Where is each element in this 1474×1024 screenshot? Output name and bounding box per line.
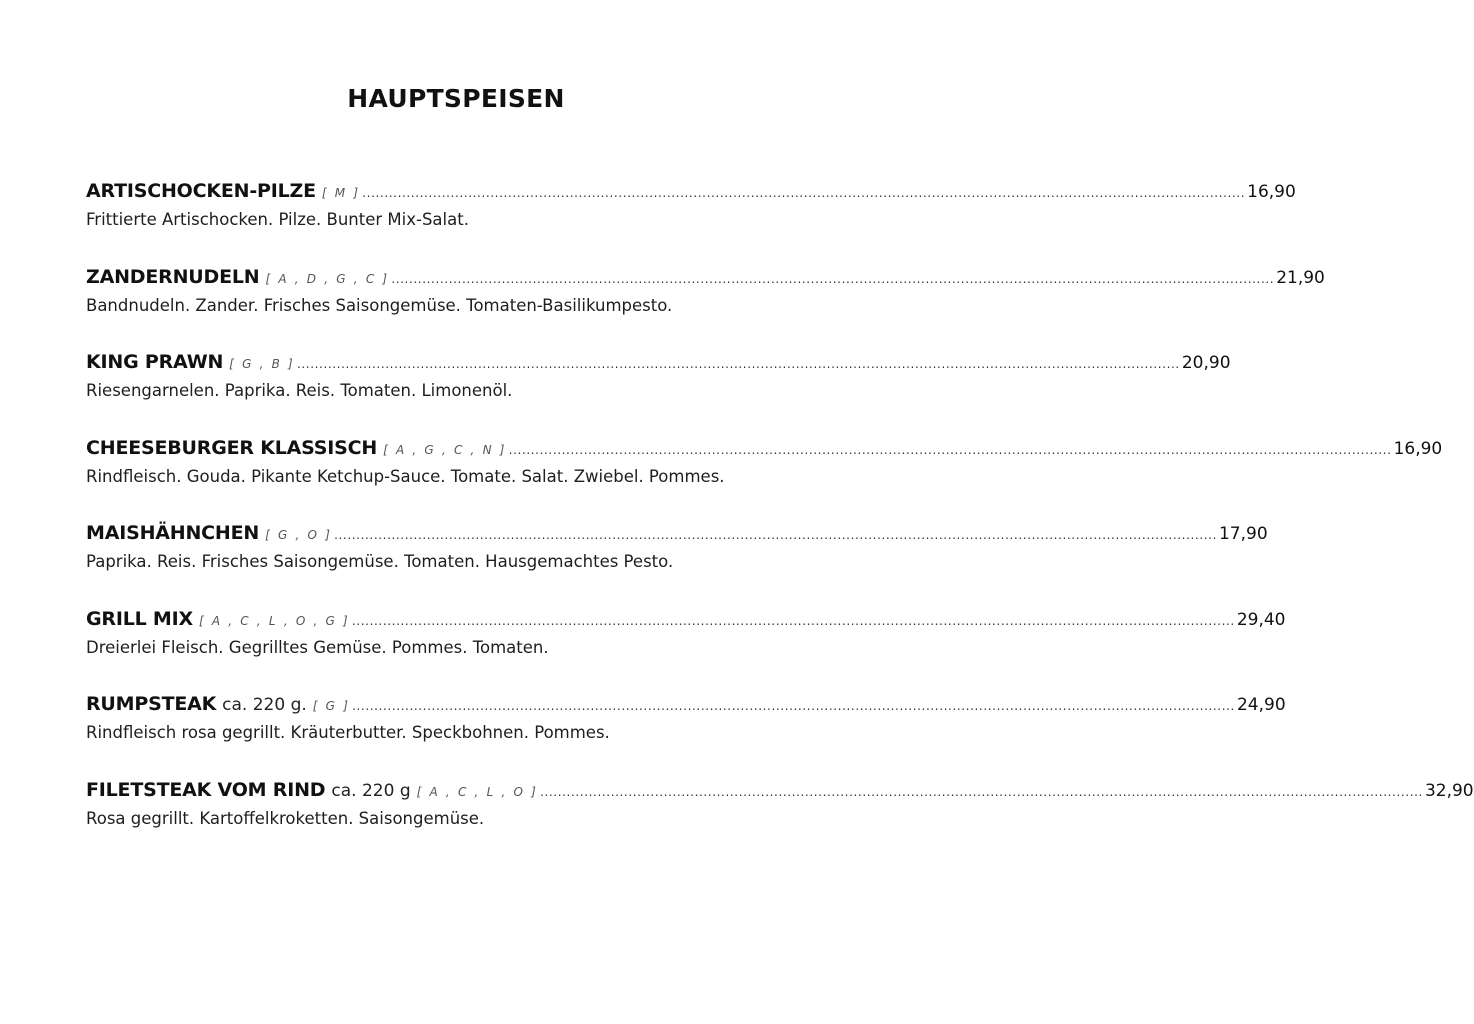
menu-item-grill-mix: [86, 607, 1286, 694]
item-description: Dreierlei Fleisch. Gegrilltes Gemüse. Pommes. Tomaten.: [86, 637, 549, 657]
item-price: 16,90: [1247, 182, 1296, 202]
menu-item-artischocken-pilze: [86, 180, 1296, 266]
item-line: [86, 351, 1231, 381]
dot-leader: ........................................................................................................................................................................................................: [508, 442, 1392, 457]
item-allergens: [ M ]: [321, 186, 361, 200]
item-weight: ca. 220 g.: [222, 695, 307, 715]
dot-leader: ........................................................................................................................................................................................................: [334, 528, 1217, 542]
dot-leader: ........................................................................................................................................................................................................: [391, 271, 1275, 286]
item-price: 24,90: [1236, 695, 1286, 715]
item-name: FILETSTEAK VOM RIND: [86, 778, 326, 801]
item-weight: ca. 220 g: [331, 780, 411, 801]
item-name: GRILL MIX: [86, 607, 193, 630]
item-line: [86, 180, 1296, 210]
item-name: ARTISCHOCKEN-PILZE: [86, 180, 316, 202]
menu-item-rumpsteak: [86, 693, 1286, 779]
item-description: Rindfleisch. Gouda. Pikante Ketchup-Sauce. Tomate. Salat. Zwiebel. Pommes.: [86, 466, 725, 486]
item-description: Rindfleisch rosa gegrillt. Kräuterbutter. Speckbohnen. Pommes.: [86, 723, 610, 742]
item-allergens: [ G , O ]: [265, 528, 333, 542]
item-price: 29,40: [1236, 609, 1286, 630]
item-name: KING PRAWN: [86, 351, 224, 373]
item-allergens: [ A , C , L , O ]: [416, 784, 539, 799]
item-allergens: [ A , C , L , O , G ]: [198, 613, 350, 628]
item-allergens: [ G ]: [312, 699, 351, 713]
menu-item-king-prawn: [86, 351, 1231, 437]
item-line: [86, 265, 1325, 296]
menu-item-filetsteak-vom-rind: [86, 778, 1474, 865]
item-allergens: [ G , B ]: [229, 357, 295, 371]
dot-leader: ........................................................................................................................................................................................................: [352, 699, 1235, 713]
menu-item-zandernudeln: [86, 265, 1325, 352]
page-title: HAUPTSPEISEN: [347, 84, 565, 113]
item-name: CHEESEBURGER KLASSISCH: [86, 436, 378, 459]
item-price: 20,90: [1181, 353, 1231, 373]
item-name: ZANDERNUDELN: [86, 265, 260, 288]
item-price: 32,90: [1424, 780, 1474, 801]
item-line: [86, 778, 1474, 809]
item-allergens: [ A , D , G , C ]: [265, 271, 390, 286]
item-price: 16,90: [1393, 438, 1443, 459]
item-allergens: [ A , G , C , N ]: [383, 442, 507, 457]
item-name: RUMPSTEAK: [86, 693, 217, 715]
item-description: Rosa gegrillt. Kartoffelkroketten. Saisongemüse.: [86, 808, 485, 828]
dot-leader: ........................................................................................................................................................................................................: [540, 784, 1423, 799]
dot-leader: ........................................................................................................................................................................................................: [296, 357, 1180, 371]
item-description: Paprika. Reis. Frisches Saisongemüse. Tomaten. Hausgemachtes Pesto.: [86, 552, 674, 571]
menu-item-maishaehnchen: [86, 522, 1268, 608]
item-description: Frittierte Artischocken. Pilze. Bunter Mix-Salat.: [86, 210, 469, 229]
item-line: [86, 522, 1268, 552]
menu-item-cheeseburger-klassisch: [86, 436, 1443, 523]
item-description: Riesengarnelen. Paprika. Reis. Tomaten. Limonenöl.: [86, 381, 513, 400]
item-description: Bandnudeln. Zander. Frisches Saisongemüse. Tomaten-Basilikumpesto.: [86, 295, 673, 315]
item-price: 17,90: [1218, 524, 1268, 544]
item-line: [86, 607, 1286, 638]
menu-list: [86, 180, 1474, 864]
dot-leader: ........................................................................................................................................................................................................: [362, 186, 1246, 200]
dot-leader: ........................................................................................................................................................................................................: [351, 613, 1235, 628]
item-name: MAISHÄHNCHEN: [86, 522, 260, 544]
item-line: [86, 693, 1286, 723]
item-line: [86, 436, 1443, 467]
item-price: 21,90: [1276, 267, 1325, 288]
